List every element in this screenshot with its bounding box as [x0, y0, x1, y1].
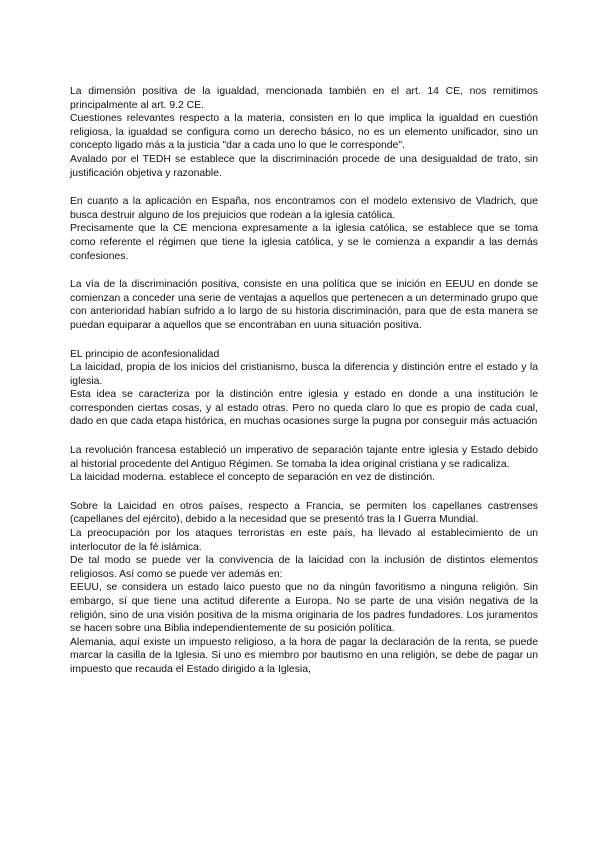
block-discriminacion-positiva: [70, 278, 538, 332]
paragraph: La vía de la discriminación positiva, consiste en una política que se inición en EEUU en donde se comienzan a conceder una serie de ventajas a aquellos que pertenecen a un determinado grupo que con anterioridad habían sufrido a lo largo de su historia discriminación, para que de esta manera se puedan equiparar a aquellos que se encontraban en uuna situación positiva.: [70, 279, 538, 331]
paragraph: Sobre la Laicidad en otros países, respecto a Francia, se permiten los capellanes castrenses (capellanes del ejército), debido a la necesidad que se presentó tras la I Guerra Mundial.: [70, 500, 538, 526]
block-igualdad: [70, 85, 538, 180]
paragraph: La laicidad, propia de los inicios del cristianismo, busca la diferencia y distinción entre el estado y la iglesia.: [70, 362, 538, 387]
paragraph: De tal modo se puede ver la convivencia de la laicidad con la inclusión de distintos elementos religiosos. Así como se puede ver además en:: [70, 555, 538, 580]
section-heading: EL principio de aconfesionalidad: [70, 348, 220, 360]
paragraph: EEUU, se considera un estado laico puesto que no da ningún favoritismo a ninguna religión. Sin embargo, sí que tiene una actitud diferente a Europa. No se parte de una visión negativa de la religión, sino de una visión positiva de la misma originaria de los padres fundadores. Los juramentos se hacen sobre una Biblia independientemente de su posición política.: [70, 582, 538, 635]
paragraph: La preocupación por los ataques terroristas en este país, ha llevado al establecimiento de un interlocutor de la fé islámica.: [70, 528, 538, 553]
paragraph: Avalado por el TEDH se establece que la discriminación procede de una desigualdad de trato, sin justificación objetiva y razonable.: [70, 153, 538, 179]
document-body: [70, 85, 538, 677]
block-otros-paises: [70, 500, 538, 677]
block-aplicacion-espana: [70, 195, 538, 263]
paragraph: Precisamente que la CE menciona expresamente a la iglesia católica, se establece que se toma como referente el régimen que tiene la iglesia católica, y se le comienza a expandir a las demás confesiones.: [70, 223, 538, 262]
block-revolucion-francesa: [70, 444, 538, 485]
paragraph: Alemania, aquí existe un impuesto religioso, a la hora de pagar la declaración de la renta, se puede marcar la casilla de la Iglesia. Si uno es miembro por bautismo en una religión, se debe de pagar un impuesto que recauda el Estado dirigido a la Iglesia,: [70, 636, 538, 675]
paragraph: La laicidad moderna. establece el concepto de separación en vez de distinción.: [70, 472, 436, 484]
block-aconfesionalidad: [70, 348, 538, 430]
paragraph: Cuestiones relevantes respecto a la materia, consisten en lo que implica la igualdad en cuestión religiosa, la igualdad se configura como un derecho básico, no es un elemento unificador, sino un concepto ligado más a la justicia "dar a cada uno lo que le corresponde".: [70, 113, 538, 152]
paragraph: La revolución francesa estableció un imperativo de separación tajante entre iglesia y Estado debido al historial procedente del Antiguo Régimen. Se tomaba la idea original cristiana y se radicaliza.: [70, 445, 538, 470]
paragraph: Esta idea se caracteriza por la distinción entre iglesia y estado en donde a una institución le corresponden ciertas cosas, y al estado otras. Pero no queda claro lo que es propio de cada cual, dado en que cada etapa histórica, en muchas ocasiones surge la pugna por conseguir más actuación: [70, 389, 538, 428]
paragraph: En cuanto a la aplicación en España, nos encontramos con el modelo extensivo de Vladrich, que busca destruir alguno de los prejuicios que rodean a la iglesia católica.: [70, 196, 538, 221]
paragraph: La dimensión positiva de la igualdad, mencionada también en el art. 14 CE, nos remitimos principalmente al art. 9.2 CE.: [70, 86, 538, 111]
